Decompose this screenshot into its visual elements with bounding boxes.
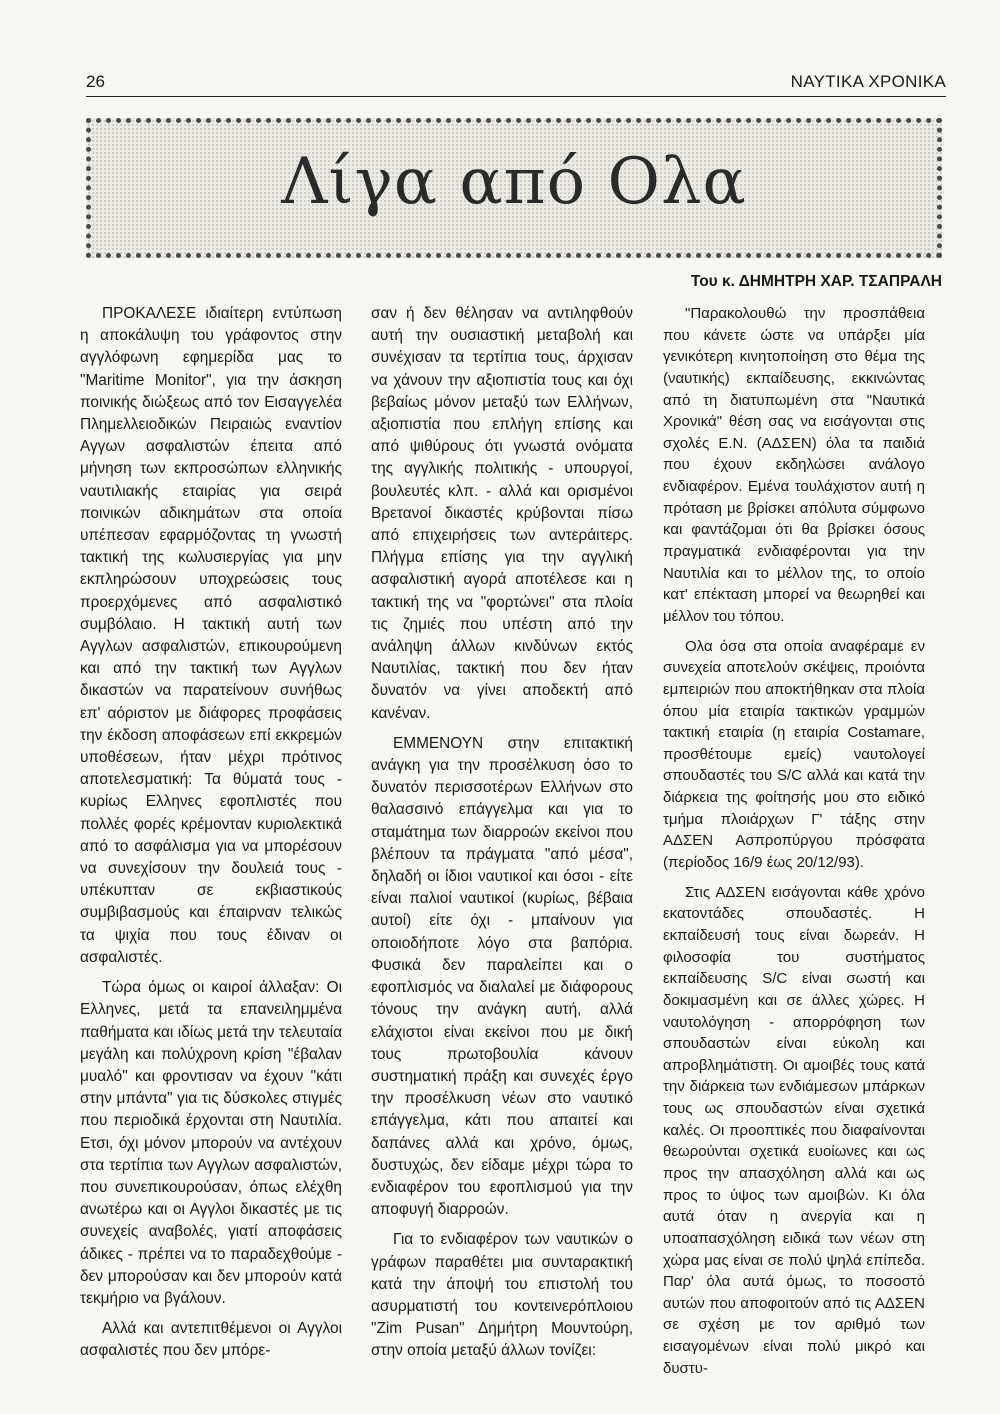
text-column-2 (371, 303, 633, 1371)
paragraph: σαν ή δεν θέλησαν να αντιληφθούν αυτή την ουσιαστική μεταβολή και συνέχισαν τα τερτίπια τους, άρχισαν να χάνουν την αξιοπιστία τους και όχι βεβαίως μόνον μεταξύ των Ελλήνων, αξιοπιστία που επλήγη επίσης και από ψιθύρους ότι γνωστά ονόματα της αγγλικής πολιτικής - υπουργοί, βουλευτές κλπ. - αλλά και ορισμένοι Βρετανοί δικαστές κρύβονται πίσω από επιχειρήσεις των αντεράιτερς. Πλήγμα επίσης για την αγγλική ασφαλιστική αγορά αποτέλεσε και η τακτική της να "φορτώνει" στα πλοία τις ζημιές που υπέστη από την ανάληψη άλλων κινδύνων εκτός Ναυτιλίας, τακτική που δεν ήταν δυνατόν να γίνει αποδεκτή από κανέναν. (371, 305, 633, 722)
byline: Του κ. ΔΗΜΗΤΡΗ ΧΑΡ. ΤΣΑΠΡΑΛΗ (690, 273, 942, 290)
paragraph: ΕΜΜΕΝΟΥΝ στην επιτακτική ανάγκη για την προσέλκυση όσο το δυνατόν περισσοτέρων Ελλήνων στο θαλασσινό επάγγελμα και για το σταμάτημα των διαρροών εκείνοι που βλέπουν τα πράγματα "από μέσα", δηλαδή οι ίδιοι ναυτικοί και όσοι - είτε είναι παλιοί ναυτικοί (κυρίως, βέβαια αυτοί) είτε όχι - μπαίνουν για οποιοδήποτε λόγο στα βαπόρια. Φυσικά δεν παραλείπει και ο εφοπλισμός να διαλαλεί με διάφορους τόνους την ανάγκη αυτή, αλλά ελάχιστοι είναι εκείνοι που με δική τους πρωτοβουλία κάνουν συστηματική πράξη και συνεχές έργο την προσέλκυση νέων στο ναυτικό επάγγελμα, κάτι που απαιτεί και δαπάνες αλλά και χρόνο, όμως, δυστυχώς, δεν είδαμε μέχρι τώρα το ενδιαφέρον του εφοπλισμού για την αποφυγή διαρροών. (371, 734, 633, 1219)
title-banner (86, 118, 942, 258)
paragraph: Για το ενδιαφέρον των ναυτικών ο γράφων παραθέτει μια συνταρακτική κατά την άποψή του επιστολή του ασυρματιστή του κοντεινερόπλοιου "Zim Pusan" Δημήτρη Μουντούρη, στην οποία μεταξύ άλλων τονίζει: (371, 1231, 633, 1360)
article-title: Λίγα από Ολα (281, 145, 747, 219)
paragraph: Στις ΑΔΣΕΝ εισάγονται κάθε χρόνο εκατοντάδες σπουδαστές. Η εκπαίδευσή τους είναι δωρεάν. Η φιλοσοφία του συστήματος εκπαίδευσης S/C είναι σωστή και δοκιμασμένη και σε άλλες χώρες. Η ναυτολόγηση - απορρόφηση των σπουδαστών είναι εύκολη και απροβλημάτιστη. Οι αμοιβές τους κατά την διάρκεια των ενδιάμεσων μπάρκων τους ως σπουδαστών είναι σχετικά καλές. Οι προοπτικές που διαφαίνονται θεωρούνται σχετικά ευοίωνες και ως προς την απασχόληση αλλά και ως προς το ύψος των αμοιβών. Κι όλα αυτά όταν η ανεργία και η υποαπασχόληση ειδικά των νέων στη χώρα μας είναι σε πολύ ψηλά επίπεδα. Παρ' όλα αυτά όμως, το ποσοστό αυτών που αποφοιτούν από τις ΑΔΣΕΝ σε σχέση με τον αριθμό των εισαγομένων είναι πολύ μικρό και δυστυ- (663, 883, 925, 1377)
paragraph: ΠΡΟΚΑΛΕΣΕ ιδιαίτερη εντύπωση η αποκάλυψη του γράφοντος στην αγγλόφωνη εφημερίδα μας το "Maritime Monitor", για την άσκηση ποινικής διώξεως από τον Εισαγγελέα Πλημελλειοδικών Πειραιώς εναντίον Αγγων ασφαλιστών έπειτα από μήνηση των εκπροσώπων ελληνικής ναυτιλιακής εταιρίας για σειρά ποινικών αδικημάτων στα οποία υπέπεσαν εφαρμόζοντας τη γνωστή τακτική της κωλυσιεργίας για μην εκπληρώσουν υποχρεώσεις τους προερχόμενες από ασφαλιστικό συμβόλαιο. Η τακτική αυτή των Αγγλων ασφαλιστών, επικουρούμενη και από την τακτική των Αγγλων δικαστών να παρατείνουν συνήθως επ' αόριστον με διάφορες προφάσεις την έκδοση αποφάσεων επί εκκρεμών υποθέσεων, ήταν μέχρι πρότινος αποτελεσματική: Τα θύματά τους - κυρίως Ελληνες εφοπλιστές που πολλές φορές κρέμονταν κυριολεκτικά από το ασφάλισμα για να μπορέσουν να συνεχίσουν την δουλειά τους - υπέκυπταν σε εκβιαστικούς συμβιβασμούς και έπαιρναν τελικώς τα ψιχία που τους έδιναν οι ασφαλιστές. (80, 305, 342, 966)
paragraph: Τώρα όμως οι καιροί άλλαξαν: Οι Ελληνες, μετά τα επανειλημμένα παθήματα και ιδίως μετά την τελευταία μεγάλη και πολύχρονη κρίση "έβαλαν μυαλό" και φροντισαν να έχουν "κάτι στην μπάντα" για τις δύσκολες στιγμές που περιοδικά έρχονται στη Ναυτιλία. Ετσι, όχι μόνον μπορούν να αντέχουν στα τερτίπια των Αγγλων ασφαλιστών, που συνεπικουρούσαν, όπως ελέχθη ανωτέρω και οι Αγγλοι δικαστές με τις συνεχείς αναβολές, γιατί αποφάσεις άδικες - πρέπει να το παραδεχθούμε - δεν μπορούσαν και δεν μπορούν κατά τεκμήριο να βγάλουν. (80, 979, 342, 1307)
paragraph: Αλλά και αντεπιτθέμενοι οι Αγγλοι ασφαλιστές που δεν μπόρε- (80, 1320, 342, 1360)
text-column-1 (80, 303, 342, 1371)
publication-name: ΝΑΥΤΙΚΑ ΧΡΟΝΙΚΑ (790, 72, 946, 91)
page-number: 26 (86, 72, 105, 91)
paragraph: Ολα όσα στα οποία αναφέραμε εν συνεχεία αποτελούν σκέψεις, προιόντα εμπειριών που αποκτήθηκαν στα πλοία όπου μία εταιρία τακτικών γραμμών τακτική εταιρία (η εταιρία Costamare, προσθέτουμε εμείς) ναυτολογεί σπουδαστές του S/C αλλά και κατά την διάρκεια της φοίτησής μου στο ειδικό τμήμα πλοιάρχων Γ' τάξης στην ΑΔΣΕΝ Ασπροπύργου πρόσφατα (περίοδος 16/9 έως 20/12/93). (663, 637, 925, 872)
paragraph: "Παρακολουθώ την προσπάθεια που κάνετε ώστε να υπάρξει μία γενικότερη κινητοποίηση στο θέμα της (ναυτικής) εκπαίδευσης, εκκινώντας από τη διατυπωμένη στα "Ναυτικά Χρονικά" θέση σας να εισάγονται στις σχολές Ε.Ν. (ΑΔΣΕΝ) όλα τα παιδιά που έχουν εκδηλώσει ανάλογο ενδιαφέρον. Εμένα τουλάχιστον αυτή η πρόταση με βρίσκει απόλυτα σύμφωνο και φαντάζομαι ότι θα βρίσκει όσους πραγματικά ενδιαφέρονται για την Ναυτιλία και το μέλλον της, το οποίο κατ' επέκταση μπορεί να θεωρηθεί και μέλλον του τόπου. (663, 305, 925, 625)
page-header (86, 70, 946, 97)
text-column-3 (663, 303, 925, 1387)
